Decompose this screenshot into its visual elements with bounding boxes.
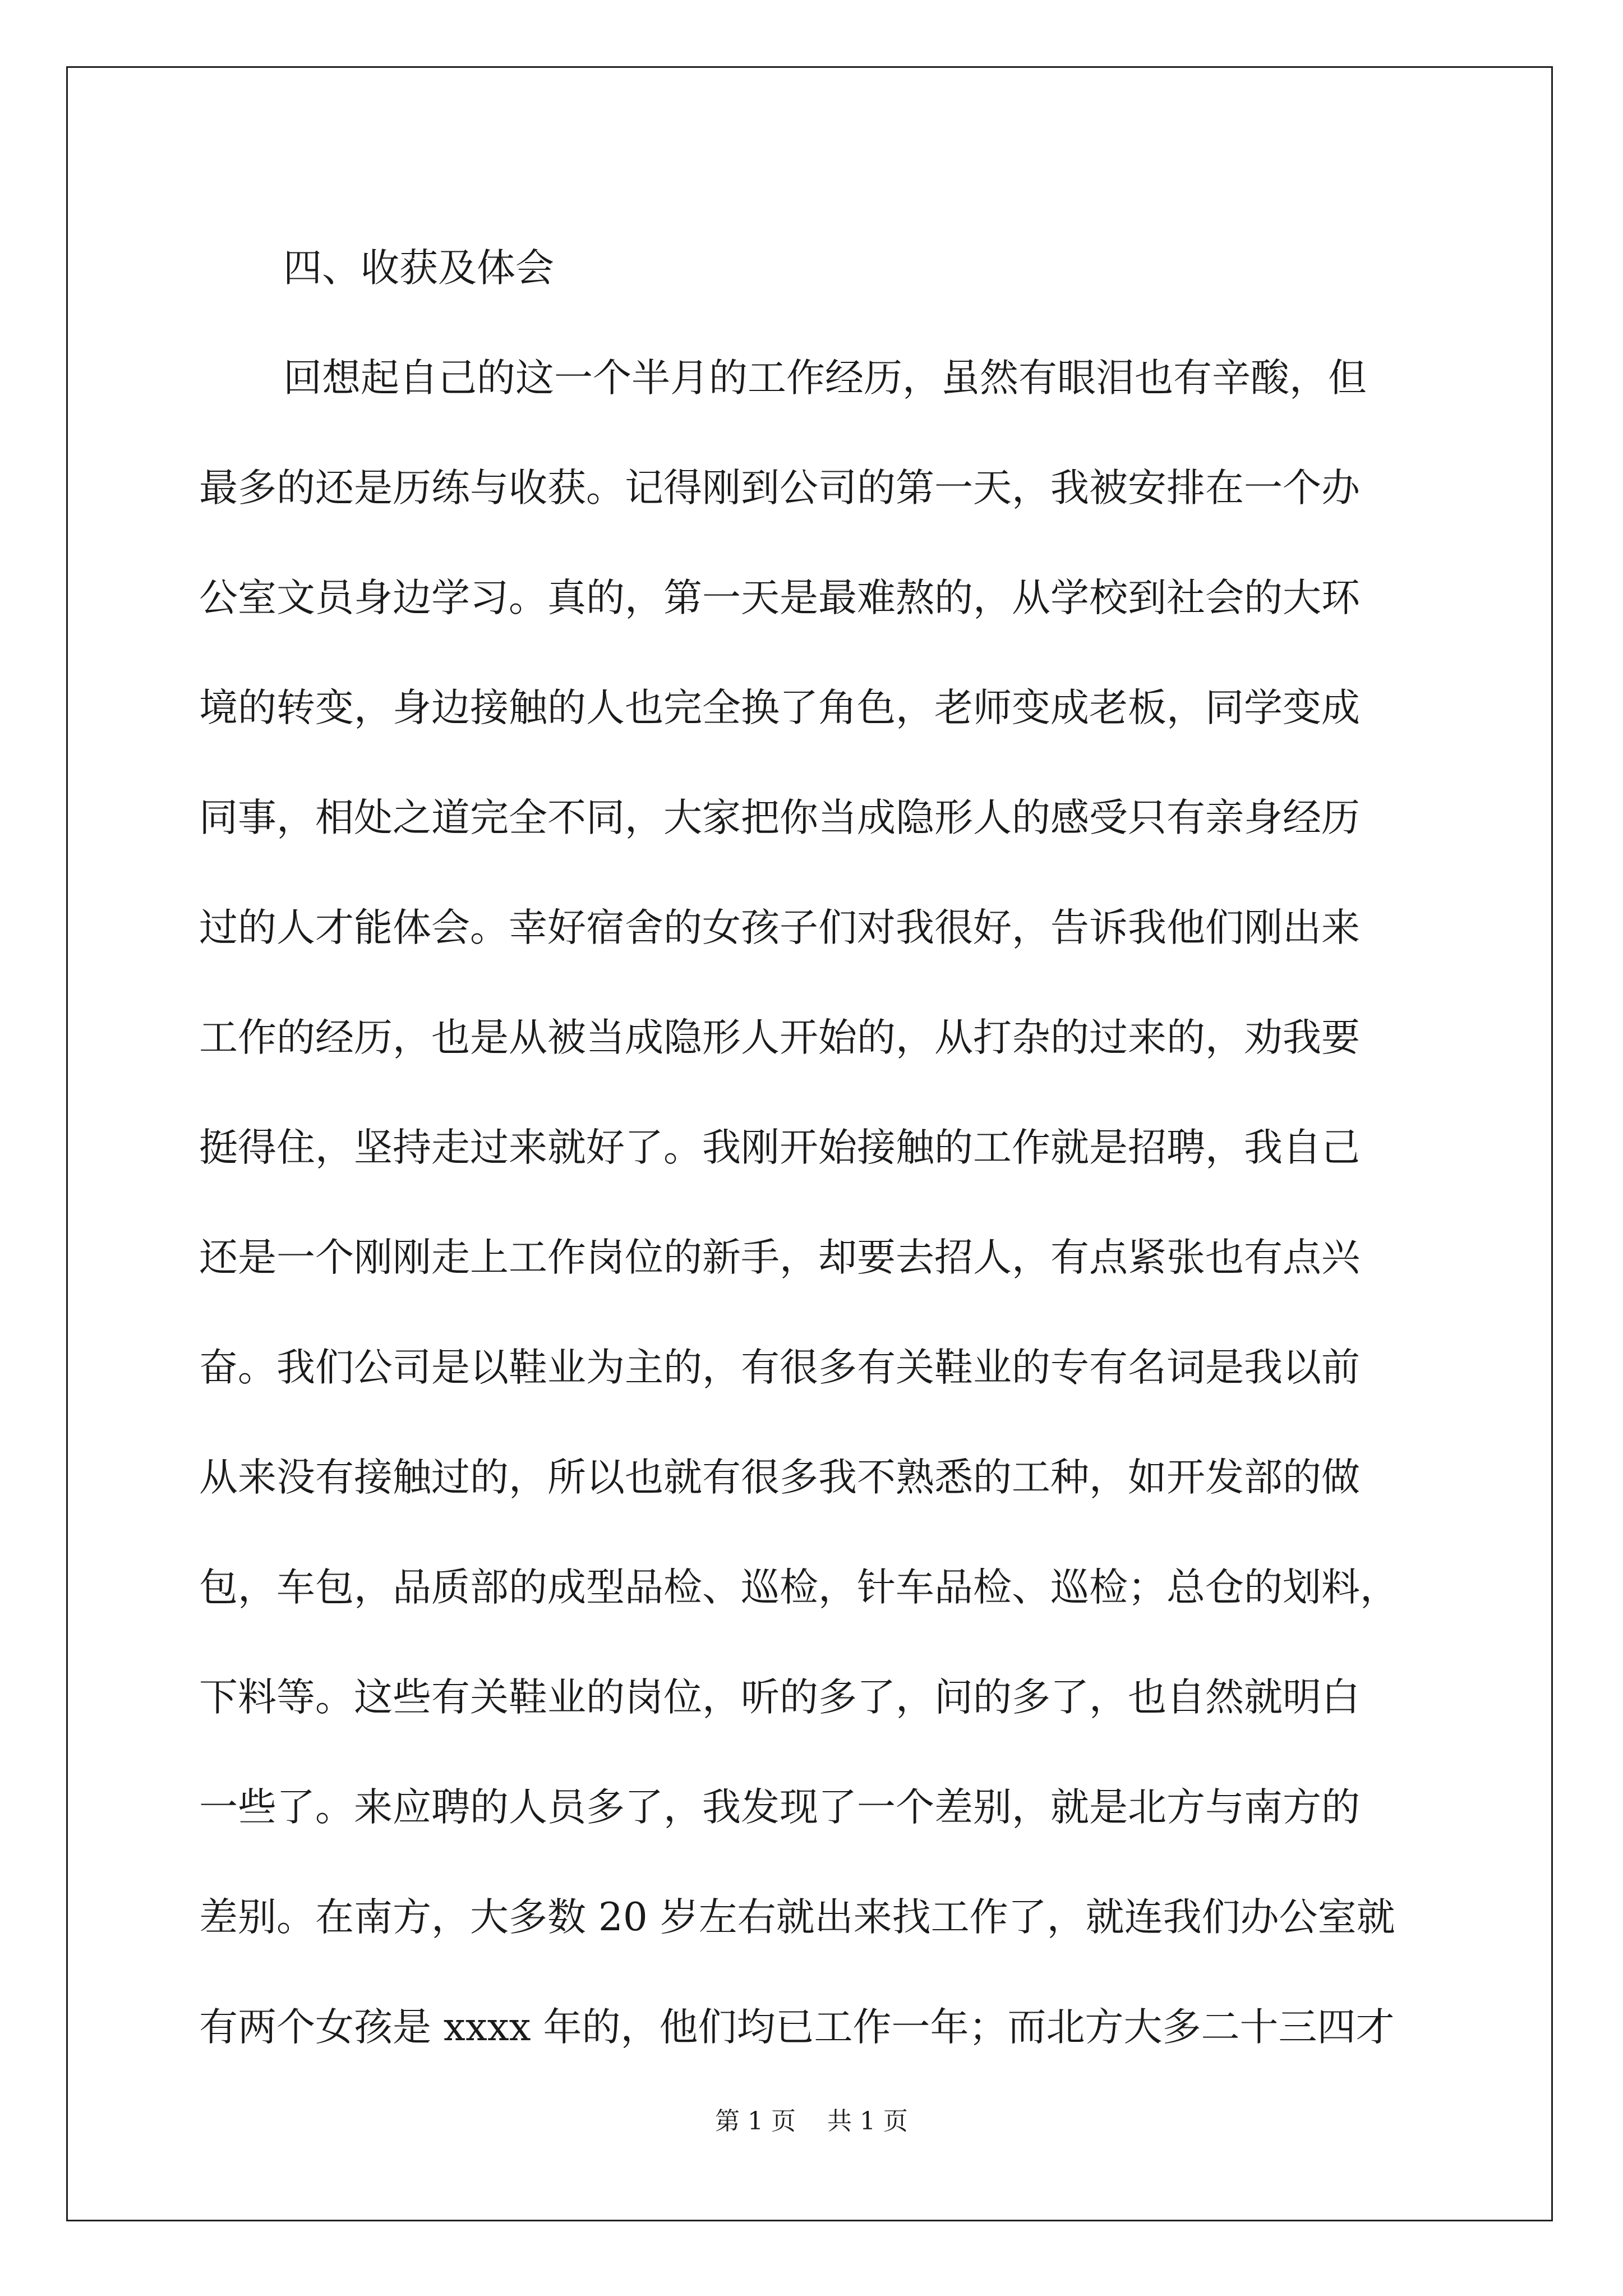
paragraph-line: 还是一个刚刚走上工作岗位的新手，却要去招人，有点紧张也有点兴 — [199, 1235, 1360, 1280]
paragraph-line: 奋。我们公司是以鞋业为主的，有很多有关鞋业的专有名词是我以前 — [199, 1345, 1360, 1390]
paragraph-line: 公室文员身边学习。真的，第一天是最难熬的，从学校到社会的大环 — [199, 576, 1360, 620]
paragraph-line: 境的转变，身边接触的人也完全换了角色，老师变成老板，同学变成 — [199, 685, 1360, 730]
section-heading: 四、收获及体会 — [283, 246, 554, 291]
paragraph-line: 同事，相处之道完全不同，大家把你当成隐形人的感受只有亲身经历 — [199, 795, 1360, 840]
paragraph-line: 从来没有接触过的，所以也就有很多我不熟悉的工种，如开发部的做 — [199, 1455, 1360, 1500]
paragraph-line: 回想起自己的这一个半月的工作经历，虽然有眼泪也有辛酸，但 — [283, 356, 1367, 401]
paragraph-line: 有两个女孩是 xxxx 年的，他们均已工作一年；而北方大多二十三四才 — [199, 2005, 1395, 2050]
paragraph-line: 工作的经历，也是从被当成隐形人开始的，从打杂的过来的，劝我要 — [199, 1015, 1360, 1060]
paragraph-line: 下料等。这些有关鞋业的岗位，听的多了，问的多了，也自然就明白 — [199, 1675, 1360, 1720]
paragraph-line: 挺得住，坚持走过来就好了。我刚开始接触的工作就是招聘，我自己 — [199, 1125, 1360, 1170]
paragraph-line: 最多的还是历练与收获。记得刚到公司的第一天，我被安排在一个办 — [199, 466, 1360, 510]
page-number-footer: 第 1 页 共 1 页 — [715, 2107, 908, 2136]
paragraph-line: 包，车包，品质部的成型品检、巡检，针车品检、巡检；总仓的划料， — [199, 1565, 1399, 1610]
document-body — [199, 213, 1472, 2082]
paragraph-line: 一些了。来应聘的人员多了，我发现了一个差别，就是北方与南方的 — [199, 1785, 1360, 1830]
paragraph-line: 差别。在南方，大多数 20 岁左右就出来找工作了，就连我们办公室就 — [199, 1895, 1395, 1940]
paragraph-line: 过的人才能体会。幸好宿舍的女孩子们对我很好，告诉我他们刚出来 — [199, 905, 1360, 950]
